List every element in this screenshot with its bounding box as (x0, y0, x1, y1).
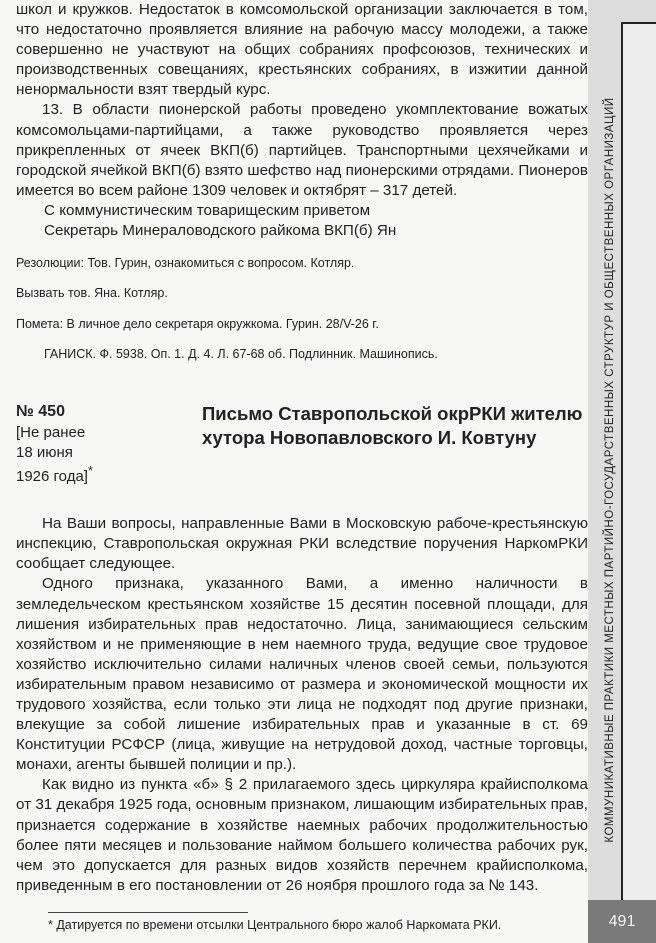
document-title: Письмо Ставропольской окрРКИ жителю хутора Новопавловского И. Ковтуну (202, 403, 583, 448)
document-header (16, 402, 588, 486)
note-line: Помета: В личное дело секретаря окружкома. Гурин. 28/V-26 г. (16, 317, 379, 332)
footnote-divider (48, 912, 248, 913)
chapter-sidebar (588, 0, 656, 943)
letter-paragraph-1: На Ваши вопросы, направленные Вами в Московскую рабоче-крестьянскую инспекцию, Ставропольская окружная РКИ вследствие поручения НаркомРКИ сообщает следующее. (16, 515, 588, 573)
footnote-marker: * (87, 464, 93, 479)
resolution-line-2: Вызвать тов. Яна. Котляр. (16, 286, 168, 301)
letter-body (16, 514, 588, 896)
signature-line: Секретарь Минераловодского райкома ВКП(б) Ян (44, 222, 397, 240)
main-text-column (16, 0, 588, 943)
document-number: № 450 (16, 403, 65, 421)
page-number: 491 (588, 900, 656, 943)
date-line-3: 1926 года] (16, 468, 88, 486)
document-date (16, 423, 176, 487)
chapter-title-vertical: КОММУНИКАТИВНЫЕ ПРАКТИКИ МЕСТНЫХ ПАРТИЙНО-ГОСУДАРСТВЕННЫХ СТРУКТУР И ОБЩЕСТВЕННЫХ ОРГАНИЗАЦИЙ (604, 97, 616, 843)
continuation-paragraph: школ и кружков. Недостаток в комсомольской организации заключается в том, что недостаточно проявляется влияние на рабочую массу молодежи, а также совершенно не участвуют на общих собраниях профсоюзов, технических и производственных совещаниях, крестьянских собраниях, в изжитии данной ненормальности взят твердый курс. (16, 1, 588, 99)
sidebar-frame (621, 22, 656, 924)
item-13-paragraph: 13. В области пионерской работы проведено укомплектование вожатых комсомольцами-партийцами, а также руководство проявляется через прикрепленных от ячеек ВКП(б) партийцев. Транспортными цехячейками и городской ячейкой ВКП(б) взято шефство над пионерскими отрядами. Пионеров имеется во всем районе 1309 человек и октябрят – 317 детей. (16, 101, 588, 199)
letter-paragraph-2: Одного признака, указанного Вами, а именно наличности в земледельческом крестьянском хозяйстве 15 десятин посевной площади, для лишения избирательных прав недостаточно. Лица, занимающиеся сельским хозяйством и не применяющие в нем наемного труда, ведущие свое трудовое хозяйство исключительно силами наличных членов своей семьи, пользуются избирательным правом независимо от размера и экономической мощности их трудового хозяйства, если только эти лица не подходят под другие признаки, влекущие за собой лишение избирательных прав и указанные в ст. 69 Конституции РСФСР (лица, живущие на нетрудовой доход, частные торговцы, монахи, агенты бывшей полиции и пр.). (16, 575, 588, 774)
date-line-1: [Не ранее (16, 424, 86, 442)
letter-paragraph-3: Как видно из пункта «б» § 2 прилагаемого здесь циркуляра крайисполкома от 31 декабря 1925 года, основным признаком, лишающим избирательных прав, признается содержание в хозяйстве наемных рабочих продолжительностью более пяти месяцев и пользование наймом большего количества рабочих рук, чем это допускается для разных видов хозяйств перечнем крайисполкома, приведенным в его постановлении от 26 ноября прошлого года за № 143. (16, 776, 588, 894)
date-line-2: 18 июня (16, 443, 73, 461)
resolution-line: Резолюции: Тов. Гурин, ознакомиться с вопросом. Котляр. (16, 256, 355, 271)
archive-reference: ГАНИСК. Ф. 5938. Оп. 1. Д. 4. Л. 67-68 об. Подлинник. Машинопись. (44, 347, 438, 362)
closing-greeting: С коммунистическим товарищеским приветом (44, 201, 371, 219)
footnote-text: * Датируется по времени отсылки Центрального бюро жалоб Наркомата РКИ. (48, 917, 502, 932)
